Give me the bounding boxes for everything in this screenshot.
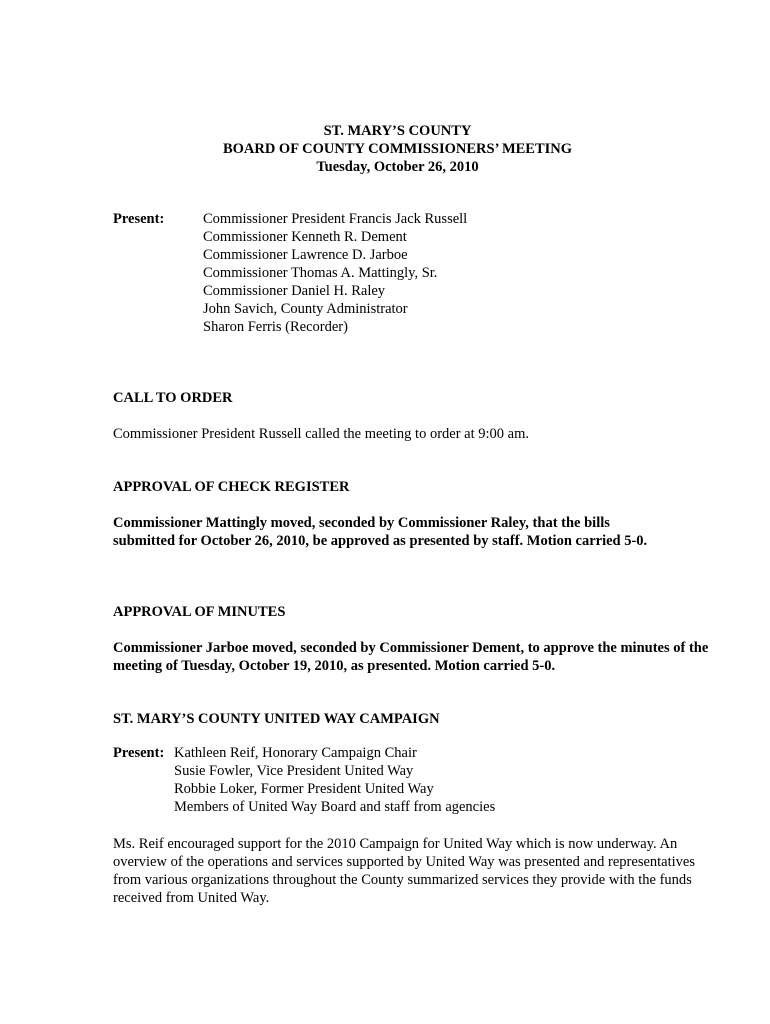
united-way-heading: ST. MARY’S COUNTY UNITED WAY CAMPAIGN <box>113 711 440 727</box>
attendee-item: Commissioner Lawrence D. Jarboe <box>203 247 408 263</box>
attendee-item: Commissioner Daniel H. Raley <box>203 283 386 299</box>
united-way-attendee-item: Susie Fowler, Vice President United Way <box>174 763 414 779</box>
check-register-heading: APPROVAL OF CHECK REGISTER <box>113 479 350 495</box>
attendee-item: Commissioner Kenneth R. Dement <box>203 229 407 245</box>
attendee-item: Commissioner President Francis Jack Russell <box>203 211 468 227</box>
meeting-title: BOARD OF COUNTY COMMISSIONERS’ MEETING <box>222 141 573 157</box>
minutes-motion: Commissioner Jarboe moved, seconded by Commissioner Dement, to approve the minutes of the meeting of Tuesday, October 19, 2010, as presented. Motion carried 5-0. <box>113 640 709 674</box>
call-to-order-heading: CALL TO ORDER <box>113 390 233 406</box>
check-register-motion: Commissioner Mattingly moved, seconded by Commissioner Raley, that the bills submitted for October 26, 2010, be approved as presented by staff. Motion carried 5-0. <box>113 515 648 549</box>
attendees-list <box>203 210 703 336</box>
united-way-attendee-item: Members of United Way Board and staff from agencies <box>174 799 496 815</box>
document-header <box>0 122 770 176</box>
united-way-attendee-item: Robbie Loker, Former President United Way <box>174 781 434 797</box>
meeting-date: Tuesday, October 26, 2010 <box>316 159 479 175</box>
united-way-present-label: Present: <box>113 745 165 761</box>
county-name: ST. MARY’S COUNTY <box>323 123 472 139</box>
call-to-order-text: Commissioner President Russell called the meeting to order at 9:00 am. <box>113 426 529 442</box>
minutes-heading: APPROVAL OF MINUTES <box>113 604 286 620</box>
united-way-summary: Ms. Reif encouraged support for the 2010 Campaign for United Way which is now underway. An overview of the operations and services supported by United Way was presented and representatives from various organizations throughout the County summarized services they provide with the funds received from United Way. <box>113 836 696 906</box>
united-way-attendees-list <box>174 744 674 816</box>
united-way-attendee-item: Kathleen Reif, Honorary Campaign Chair <box>174 745 417 761</box>
attendee-item: Commissioner Thomas A. Mattingly, Sr. <box>203 265 438 281</box>
attendee-item: Sharon Ferris (Recorder) <box>203 319 348 335</box>
attendee-item: John Savich, County Administrator <box>203 301 408 317</box>
present-label: Present: <box>113 211 165 227</box>
